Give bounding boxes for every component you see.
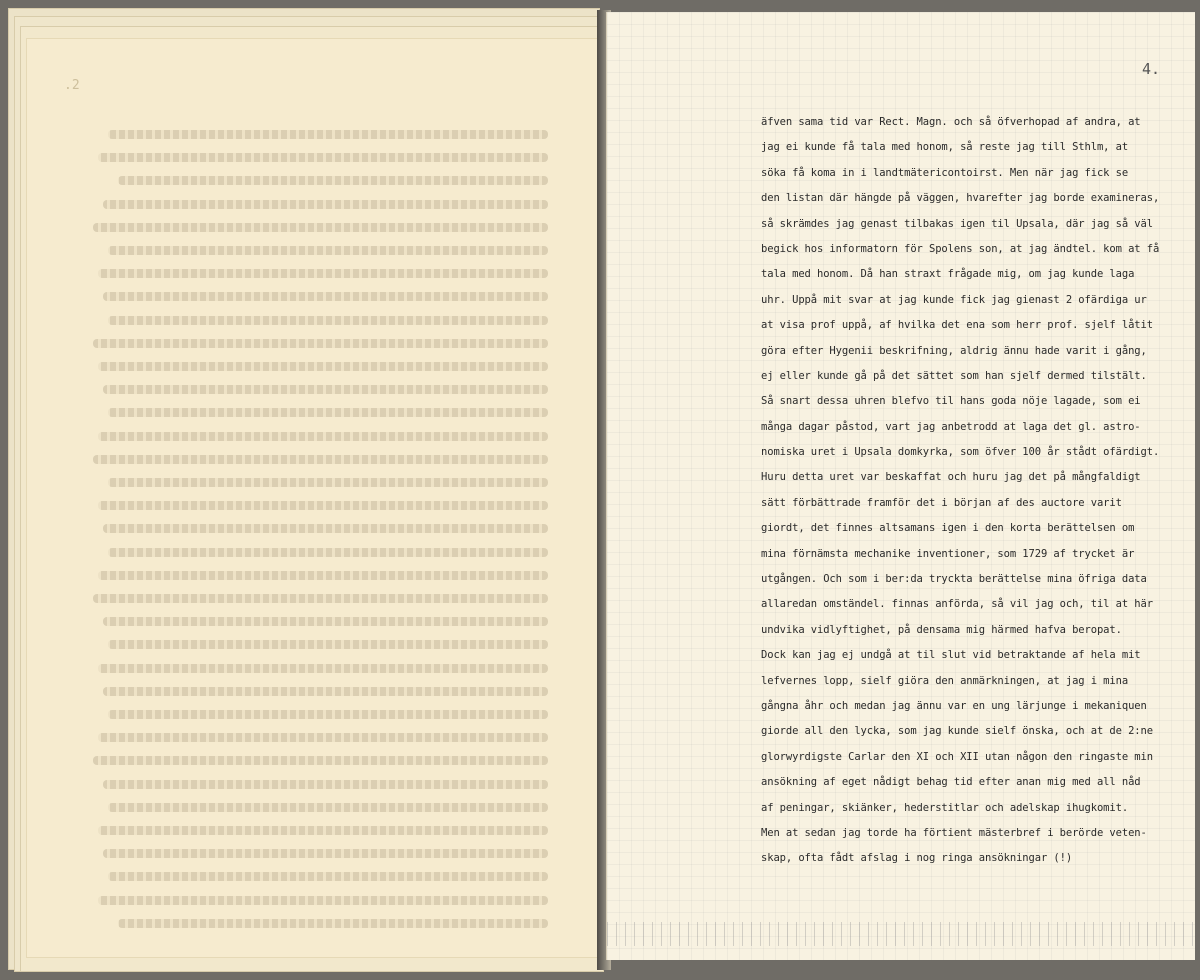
bleed-line	[108, 408, 548, 417]
bleed-line	[103, 292, 548, 301]
text-line: Huru detta uret var beskaffat och huru jag det på mångfaldigt	[761, 471, 1141, 484]
bleed-line	[103, 617, 548, 626]
bleed-line	[103, 849, 548, 858]
bleed-line	[103, 687, 548, 696]
bleed-line	[108, 548, 548, 557]
text-line: ej eller kunde gå på det sättet som han sjelf dermed tilstält.	[761, 369, 1147, 382]
bleed-line	[98, 432, 548, 441]
text-line: Men at sedan jag torde ha förtient mästerbref i berörde veten-	[761, 826, 1147, 839]
typewritten-text	[761, 110, 1181, 872]
text-line: tala med honom. Då han straxt frågade mig, om jag kunde laga	[761, 268, 1135, 281]
bleed-line	[108, 130, 548, 139]
bleed-line	[93, 223, 548, 232]
text-line: skap, ofta fådt afslag i nog ringa ansökningar (!)	[761, 852, 1073, 865]
bleed-line	[108, 478, 548, 487]
text-line: Dock kan jag ej undgå at til slut vid betraktande af hela mit	[761, 649, 1141, 662]
text-line: mina förnämsta mechanike inventioner, som 1729 af trycket är	[761, 547, 1135, 560]
bleed-line	[93, 455, 548, 464]
left-page-stack	[8, 8, 604, 974]
bleed-line	[108, 803, 548, 812]
bleed-line	[93, 339, 548, 348]
bleed-line	[93, 756, 548, 765]
page-number: 4.	[1142, 60, 1161, 78]
text-line: jag ei kunde få tala med honom, så reste jag till Sthlm, at	[761, 141, 1129, 154]
text-line: uhr. Uppå mit svar at jag kunde fick jag gienast 2 ofärdiga ur	[761, 293, 1147, 306]
left-page-number: .2	[64, 78, 80, 93]
bleed-line	[98, 269, 548, 278]
bleed-line	[108, 640, 548, 649]
bleed-line	[98, 733, 548, 742]
text-line: nomiska uret i Upsala domkyrka, som öfver 100 år stådt ofärdigt.	[761, 446, 1160, 459]
text-line: ansökning af eget nådigt behag tid efter anan mig med all nåd	[761, 776, 1141, 789]
bleed-line	[108, 246, 548, 255]
text-line: glorwyrdigste Carlar den XI och XII utan någon den ringaste min	[761, 750, 1153, 763]
bleed-line	[103, 524, 548, 533]
text-line: allaredan omständel. finnas anförda, så vil jag och, til at här	[761, 598, 1153, 611]
bleed-line	[108, 316, 548, 325]
bleed-line	[98, 501, 548, 510]
bleed-line	[98, 362, 548, 371]
ruler-edge	[607, 922, 1195, 946]
bleed-line	[118, 176, 548, 185]
bleed-line	[98, 826, 548, 835]
bleed-line	[98, 896, 548, 905]
bleed-line	[108, 710, 548, 719]
bleed-line	[118, 919, 548, 928]
text-line: många dagar påstod, vart jag anbetrodd at laga det gl. astro-	[761, 420, 1141, 433]
bleed-line	[103, 780, 548, 789]
text-line: lefvernes lopp, sielf giöra den anmärkningen, at jag i mina	[761, 674, 1129, 687]
text-line: söka få koma in i landtmätericontoirst. Men när jag fick se	[761, 166, 1129, 179]
text-line: undvika vidlyftighet, på densama mig härmed hafva beropat.	[761, 623, 1122, 636]
left-page	[26, 38, 598, 958]
text-line: gångna åhr och medan jag ännu var en ung lärjunge i mekaniquen	[761, 699, 1147, 712]
text-line: så skrämdes jag genast tilbakas igen til Upsala, där jag så väl	[761, 217, 1153, 230]
right-page	[606, 12, 1195, 960]
text-line: begick hos informatorn för Spolens son, at jag ändtel. kom at få	[761, 242, 1160, 255]
text-line: af peningar, skiänker, hederstitlar och adelskap ihugkomit.	[761, 801, 1129, 814]
bleed-line	[93, 594, 548, 603]
bleed-line	[98, 153, 548, 162]
text-line: äfven sama tid var Rect. Magn. och så öfverhopad af andra, at	[761, 116, 1141, 128]
text-line: sätt förbättrade framför det i början af des auctore varit	[761, 496, 1122, 509]
bleed-line	[108, 872, 548, 881]
bleed-line	[103, 200, 548, 209]
bleed-through-text	[26, 38, 598, 958]
text-line: göra efter Hygenii beskrifning, aldrig ännu hade varit i gång,	[761, 344, 1147, 357]
text-line: utgången. Och som i ber:da tryckta berättelse mina öfriga data	[761, 573, 1147, 586]
text-line: giordt, det finnes altsamans igen i den korta berättelsen om	[761, 522, 1135, 535]
bleed-line	[98, 571, 548, 580]
text-line: at visa prof uppå, af hvilka det ena som herr prof. sjelf låtit	[761, 319, 1153, 332]
text-line: den listan där hängde på väggen, hvarefter jag borde examineras,	[761, 192, 1160, 205]
bleed-line	[98, 664, 548, 673]
text-line: giorde all den lycka, som jag kunde sielf önska, och at de 2:ne	[761, 725, 1153, 738]
text-line: Så snart dessa uhren blefvo til hans goda nöje lagade, som ei	[761, 395, 1141, 408]
bleed-line	[103, 385, 548, 394]
